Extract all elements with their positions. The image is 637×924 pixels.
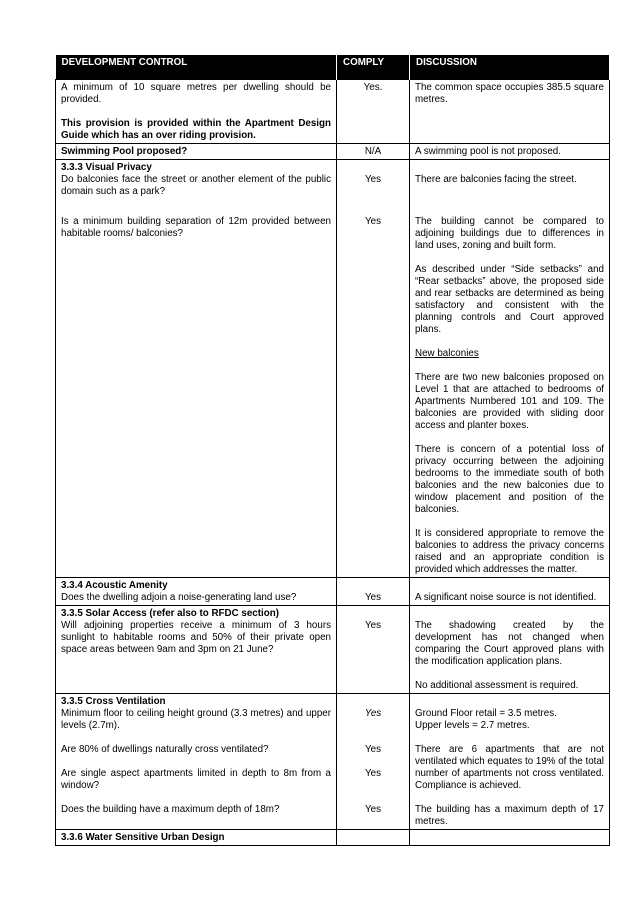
ventilation-discussion-2: There are 6 apartments that are not ventilated which equates to 19% of the total number of apartments not cross ventilated. Compliance is achieved. (415, 744, 604, 791)
control-cell (56, 160, 337, 578)
privacy-discussion-2a: The building cannot be compared to adjoining buildings due to differences in land uses, zoning and built form. (415, 216, 604, 251)
control-cell (56, 578, 337, 606)
control-cell (56, 80, 337, 144)
ventilation-comply-2: Yes (365, 744, 381, 755)
table-row (56, 144, 610, 160)
section-heading: 3.3.5 Cross Ventilation (61, 696, 166, 707)
comply-cell (337, 578, 410, 606)
discussion-cell (410, 578, 610, 606)
pool-question: Swimming Pool proposed? (56, 144, 337, 160)
discussion-cell (410, 160, 610, 578)
solar-comply: Yes (365, 620, 381, 631)
comply-cell (337, 694, 410, 830)
ventilation-discussion-1b: Upper levels = 2.7 metres. (415, 720, 530, 731)
ventilation-question-3: Are single aspect apartments limited in depth to 8m from a window? (61, 768, 331, 791)
table-row (56, 830, 610, 846)
ventilation-comply-4: Yes (365, 804, 381, 815)
discussion-cell (410, 830, 610, 846)
comply-cell (337, 160, 410, 578)
header-development-control: DEVELOPMENT CONTROL (56, 55, 337, 80)
header-discussion: DISCUSSION (410, 55, 610, 80)
solar-question: Will adjoining properties receive a minimum of 3 hours sunlight to habitable rooms and 50% of their private open space areas between 9am and 3pm on 21 June? (61, 620, 331, 655)
privacy-discussion-2d: There is concern of a potential loss of privacy occurring between the adjoining bedrooms to the immediate south of both balconies and the new balconies due to window placement and position of the balconies. (415, 444, 604, 515)
ventilation-question-2: Are 80% of dwellings naturally cross ventilated? (61, 744, 269, 755)
privacy-discussion-2c: There are two new balconies proposed on Level 1 that are attached to bedrooms of Apartments Numbered 101 and 109. The balconies are provided with sliding door access and planter boxes. (415, 372, 604, 431)
section-heading: 3.3.6 Water Sensitive Urban Design (56, 830, 337, 846)
discussion-cell (410, 606, 610, 694)
privacy-comply-2: Yes (365, 216, 381, 227)
section-heading: 3.3.4 Acoustic Amenity (61, 580, 168, 591)
section-heading: 3.3.3 Visual Privacy (61, 162, 152, 173)
comply-cell: N/A (337, 144, 410, 160)
open-space-question: A minimum of 10 square metres per dwelling should be provided. (61, 82, 331, 105)
control-cell (56, 606, 337, 694)
acoustic-question: Does the dwelling adjoin a noise-generating land use? (61, 592, 297, 603)
privacy-discussion-2b: As described under “Side setbacks” and “Rear setbacks” above, the proposed side and rear setbacks are determined as being satisfactory and consistent with the planning controls and Court approved plans. (415, 264, 604, 335)
ventilation-question-4: Does the building have a maximum depth of 18m? (61, 804, 280, 815)
ventilation-comply-3: Yes (365, 768, 381, 779)
table-row (56, 578, 610, 606)
comply-cell (337, 606, 410, 694)
ventilation-question-1: Minimum floor to ceiling height ground (3.3 metres) and upper levels (2.7m). (61, 708, 331, 731)
privacy-comply-1: Yes (365, 174, 381, 185)
open-space-note: This provision is provided within the Apartment Design Guide which has an over riding provision. (61, 118, 331, 141)
comply-cell (337, 830, 410, 846)
acoustic-comply: Yes (365, 592, 381, 603)
section-heading: 3.3.5 Solar Access (refer also to RFDC section) (61, 608, 279, 619)
privacy-discussion-2e: It is considered appropriate to remove the balconies to address the privacy concerns raised and an appropriate condition is provided which addresses the matter. (415, 528, 604, 575)
discussion-cell: The common space occupies 385.5 square metres. (410, 80, 610, 144)
ventilation-discussion-4: The building has a maximum depth of 17 metres. (415, 804, 604, 827)
table-row (56, 606, 610, 694)
discussion-cell: A swimming pool is not proposed. (410, 144, 610, 160)
table-row (56, 160, 610, 578)
comply-cell: Yes. (337, 80, 410, 144)
privacy-discussion-1: There are balconies facing the street. (415, 174, 577, 185)
privacy-question-1: Do balconies face the street or another element of the public domain such as a park? (61, 174, 331, 197)
privacy-question-2: Is a minimum building separation of 12m provided between habitable rooms/ balconies? (61, 216, 331, 239)
control-cell (56, 694, 337, 830)
table-row (56, 694, 610, 830)
acoustic-discussion: A significant noise source is not identified. (415, 592, 597, 603)
header-comply: COMPLY (337, 55, 410, 80)
development-control-table (55, 55, 610, 846)
table-header-row (56, 55, 610, 80)
table-row (56, 80, 610, 144)
solar-discussion-2: No additional assessment is required. (415, 680, 579, 691)
ventilation-discussion-1a: Ground Floor retail = 3.5 metres. (415, 708, 557, 719)
discussion-cell (410, 694, 610, 830)
solar-discussion-1: The shadowing created by the development has not changed when comparing the Court approved plans with the modification application plans. (415, 620, 604, 667)
new-balconies-subheading: New balconies (415, 348, 479, 359)
ventilation-comply-1: Yes (364, 708, 382, 719)
